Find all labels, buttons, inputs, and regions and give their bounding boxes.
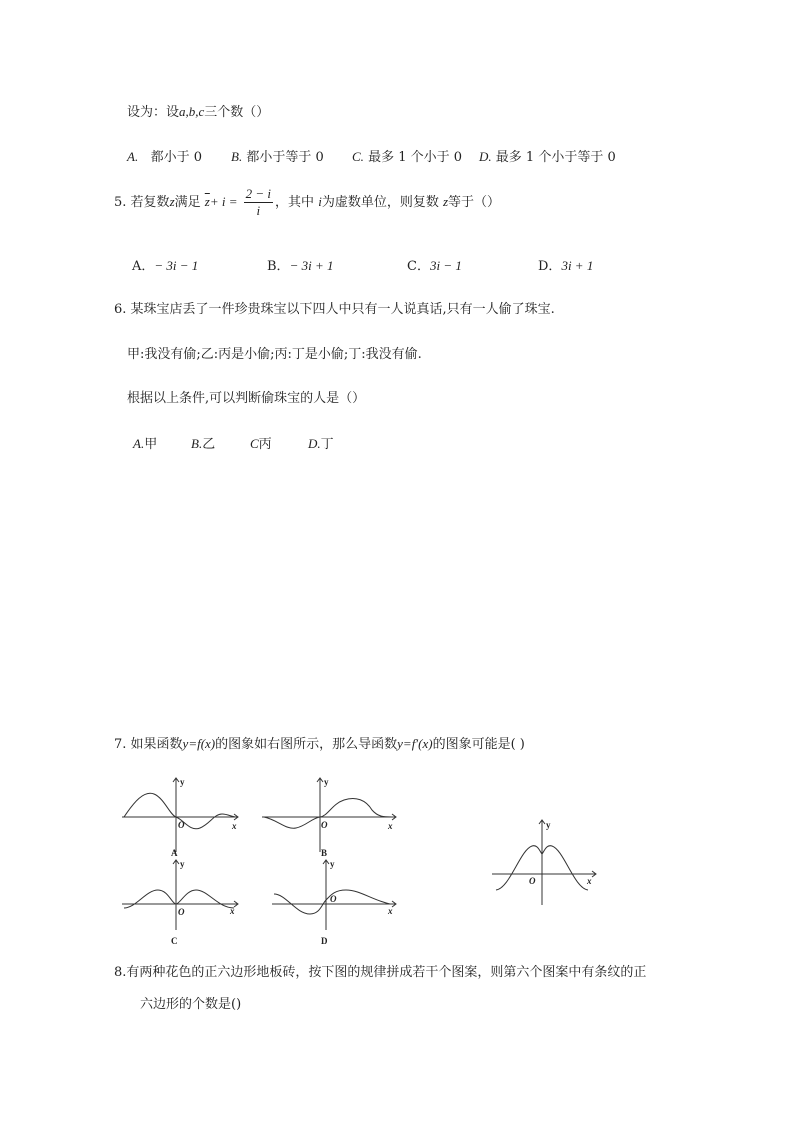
q6-statements: 甲:我没有偷;乙:丙是小偷;丙:丁是小偷;丁:我没有偷. bbox=[127, 347, 422, 362]
q5-option-c: C．3i − 1 bbox=[407, 258, 462, 274]
graph-c-label: C bbox=[171, 936, 178, 946]
given-x-label: x bbox=[587, 876, 592, 886]
graph-d-label: D bbox=[321, 936, 328, 946]
given-y-label: y bbox=[546, 820, 551, 830]
q4-option-c: C. 最多 1 个小于 0 bbox=[352, 149, 463, 165]
graph-b bbox=[262, 778, 396, 852]
given-origin: O bbox=[529, 876, 536, 886]
q7-figures bbox=[110, 770, 610, 950]
q6-option-b: B.乙 bbox=[191, 436, 216, 452]
q6-option-c: C丙 bbox=[250, 436, 272, 452]
q5-stem: 5. 若复数z满足 $\overline{z}+ i$ = $\frac{2 - i}{i}$ ，其中 i为虚数单位，则复数 z等于（） bbox=[114, 186, 501, 218]
graph-a-label: A bbox=[171, 848, 178, 858]
q6-option-a: A.甲 bbox=[133, 436, 158, 452]
q4-option-d: D. 最多 1 个小于等于 0 bbox=[479, 149, 616, 165]
graph-b-label: B bbox=[321, 848, 328, 858]
q4-option-b: B. 都小于等于 0 bbox=[231, 149, 324, 165]
graph-b-y-label: y bbox=[324, 777, 329, 787]
graph-c-origin: O bbox=[178, 907, 185, 917]
q4-stem: 设为：设a,b,c三个数（） bbox=[127, 104, 270, 120]
graph-a-x-label: x bbox=[232, 821, 237, 831]
q4-option-a: A. 都小于 0 bbox=[127, 149, 203, 165]
graph-a bbox=[122, 778, 238, 852]
given-graph bbox=[492, 820, 596, 905]
graph-a-origin: O bbox=[178, 820, 185, 830]
graph-d-y-label: y bbox=[330, 859, 335, 869]
q6-stem: 6. 某珠宝店丢了一件珍贵珠宝以下四人中只有一人说真话,只有一人偷了珠宝. bbox=[114, 302, 555, 317]
graph-c-y-label: y bbox=[180, 859, 185, 869]
graph-d-x-label: x bbox=[388, 906, 393, 916]
q5-option-b: B．− 3i + 1 bbox=[267, 258, 334, 274]
graph-d-origin: O bbox=[330, 894, 337, 904]
q8-stem-line1: 8.有两种花色的正六边形地板砖，按下图的规律拼成若干个图案，则第六个图案中有条纹的正 bbox=[114, 965, 647, 980]
q5-fraction: $\frac{2 - i}{i}$ bbox=[245, 186, 272, 218]
q8-stem-line2: 六边形的个数是() bbox=[140, 997, 242, 1012]
q5-option-a: A．− 3i − 1 bbox=[132, 258, 199, 274]
q7-stem: 7. 如果函数y=f(x)的图象如右图所示，那么导函数y=f′(x)的图象可能是( ) bbox=[114, 736, 525, 752]
graph-a-y-label: y bbox=[180, 777, 185, 787]
graph-b-x-label: x bbox=[388, 821, 393, 831]
graph-c-x-label: x bbox=[230, 906, 235, 916]
graph-c bbox=[122, 860, 238, 930]
q6-question: 根据以上条件,可以判断偷珠宝的人是（） bbox=[127, 391, 366, 406]
graph-b-origin: O bbox=[321, 820, 328, 830]
q5-option-d: D．3i + 1 bbox=[538, 258, 594, 274]
q6-option-d: D.丁 bbox=[308, 436, 334, 452]
